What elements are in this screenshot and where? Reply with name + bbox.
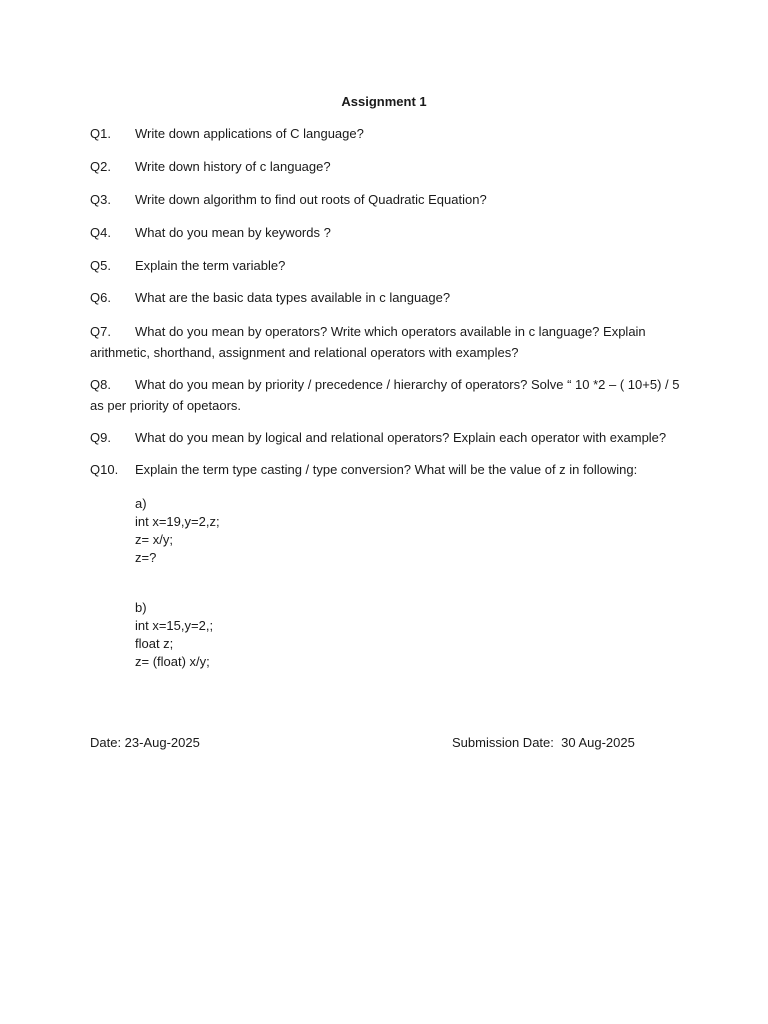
- submission-date: Submission Date: 30 Aug-2025: [452, 735, 635, 750]
- question-text: What do you mean by operators? Write which operators available in c language? Explain arithmetic, shorthand, assignment and relational operators with examples?: [90, 324, 646, 360]
- question-q1: [90, 125, 690, 143]
- question-number: Q10.: [90, 462, 119, 477]
- code-line: b): [135, 600, 147, 615]
- question-text: Write down applications of C language?: [135, 126, 364, 141]
- question-number: Q4.: [90, 225, 111, 240]
- question-text: Explain the term variable?: [135, 258, 286, 273]
- question-number: Q7.: [90, 324, 111, 339]
- code-line: z= (float) x/y;: [135, 654, 210, 669]
- question-text: Explain the term type casting / type conversion? What will be the value of z in following:: [135, 462, 638, 477]
- question-text: What do you mean by logical and relational operators? Explain each operator with example?: [135, 430, 667, 445]
- question-number: Q8.: [90, 377, 111, 392]
- question-q6: [90, 289, 690, 307]
- question-q2: [90, 158, 690, 176]
- question-q10: [90, 461, 710, 479]
- question-text: What are the basic data types available in c language?: [135, 290, 451, 305]
- code-line: z= x/y;: [135, 532, 173, 547]
- question-number: Q5.: [90, 258, 111, 273]
- question-q4: [90, 224, 690, 242]
- assignment-date: Date: 23-Aug-2025: [90, 735, 200, 750]
- question-text: What do you mean by priority / precedence / hierarchy of operators? Solve “ 10 *2 – ( 10+5) / 5 as per priority of opetaors.: [90, 377, 680, 413]
- code-line: int x=19,y=2,z;: [135, 514, 220, 529]
- code-block-a: [135, 495, 220, 567]
- question-number: Q3.: [90, 192, 111, 207]
- question-number: Q2.: [90, 159, 111, 174]
- question-text: Write down history of c language?: [135, 159, 331, 174]
- question-q7: [90, 321, 690, 363]
- question-q3: [90, 191, 690, 209]
- question-text: What do you mean by keywords ?: [135, 225, 331, 240]
- question-number: Q1.: [90, 126, 111, 141]
- code-line: int x=15,y=2,;: [135, 618, 214, 633]
- code-block-b: [135, 599, 213, 671]
- question-q8: [90, 374, 690, 416]
- question-q5: [90, 257, 690, 275]
- code-line: float z;: [135, 636, 174, 651]
- question-text: Write down algorithm to find out roots of Quadratic Equation?: [135, 192, 487, 207]
- page-title: Assignment 1: [341, 94, 427, 109]
- question-q9: [90, 429, 710, 447]
- code-line: z=?: [135, 550, 157, 565]
- question-number: Q6.: [90, 290, 111, 305]
- question-number: Q9.: [90, 430, 111, 445]
- code-line: a): [135, 496, 147, 511]
